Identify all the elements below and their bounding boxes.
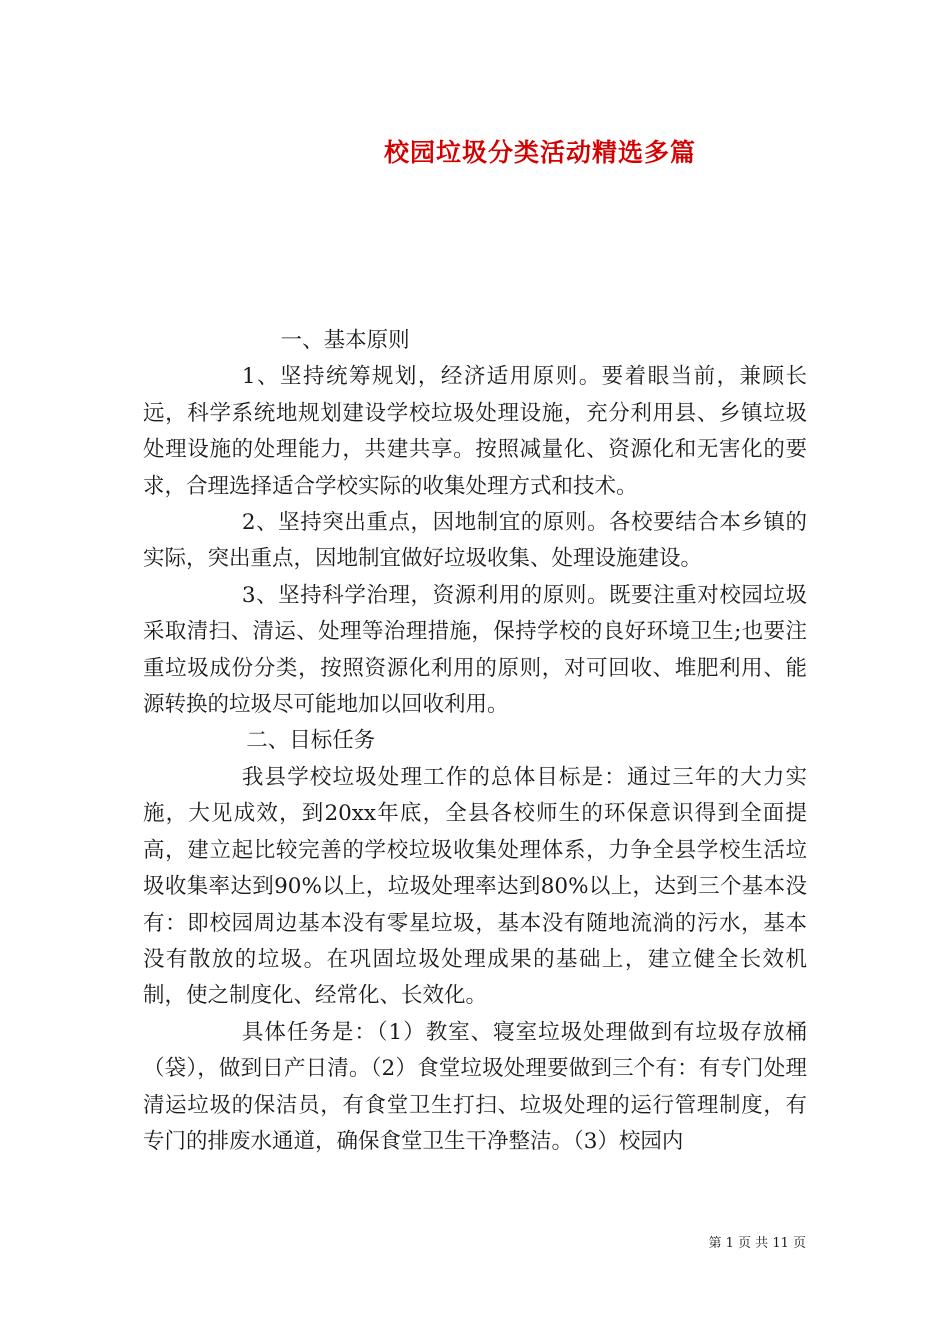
- paragraph-overall-goal: 我县学校垃圾处理工作的总体目标是：通过三年的大力实施，大见成效，到20xx年底，全县各校师生的环保意识得到全面提高，建立起比较完善的学校垃圾收集处理体系，力争全县学校生活垃圾收集率达到90%以上，垃圾处理率达到80%以上，达到三个基本没有：即校园周边基本没有零星垃圾，基本没有随地流淌的污水，基本没有散放的垃圾。在巩固垃圾处理成果的基础上，建立健全长效机制，使之制度化、经常化、长效化。: [143, 764, 807, 1009]
- section-heading-principles: 一、基本原则: [280, 328, 410, 353]
- page-footer: 第 1 页 共 11 页: [708, 1236, 806, 1251]
- section-heading-targets: 二、目标任务: [246, 728, 376, 754]
- paragraph-principle-3: 3、坚持科学治理，资源利用的原则。既要注重对校园垃圾采取清扫、清运、处理等治理措施，保持学校的良好环境卫生;也要注重垃圾成份分类，按照资源化利用的原则，对可回收、堆肥利用、能源转换的垃圾尽可能地加以回收利用。: [143, 582, 807, 718]
- document-title: 校园垃圾分类活动精选多篇: [383, 138, 696, 167]
- paragraph-principle-2: 2、坚持突出重点，因地制宜的原则。各校要结合本乡镇的实际，突出重点，因地制宜做好垃圾收集、处理设施建设。: [143, 510, 807, 572]
- paragraph-principle-1: 1、坚持统筹规划，经济适用原则。要着眼当前，兼顾长远，科学系统地规划建设学校垃圾处理设施，充分利用县、乡镇垃圾处理设施的处理能力，共建共享。按照减量化、资源化和无害化的要求，合理选择适合学校实际的收集处理方式和技术。: [143, 364, 807, 499]
- document-body: [143, 323, 807, 1160]
- paragraph-specific-tasks: 具体任务是：（1）教室、寝室垃圾处理做到有垃圾存放桶（袋），做到日产日清。（2）食堂垃圾处理要做到三个有：有专门处理清运垃圾的保洁员，有食堂卫生打扫、垃圾处理的运行管理制度，有专门的排废水通道，确保食堂卫生干净整洁。（3）校园内: [143, 1019, 807, 1154]
